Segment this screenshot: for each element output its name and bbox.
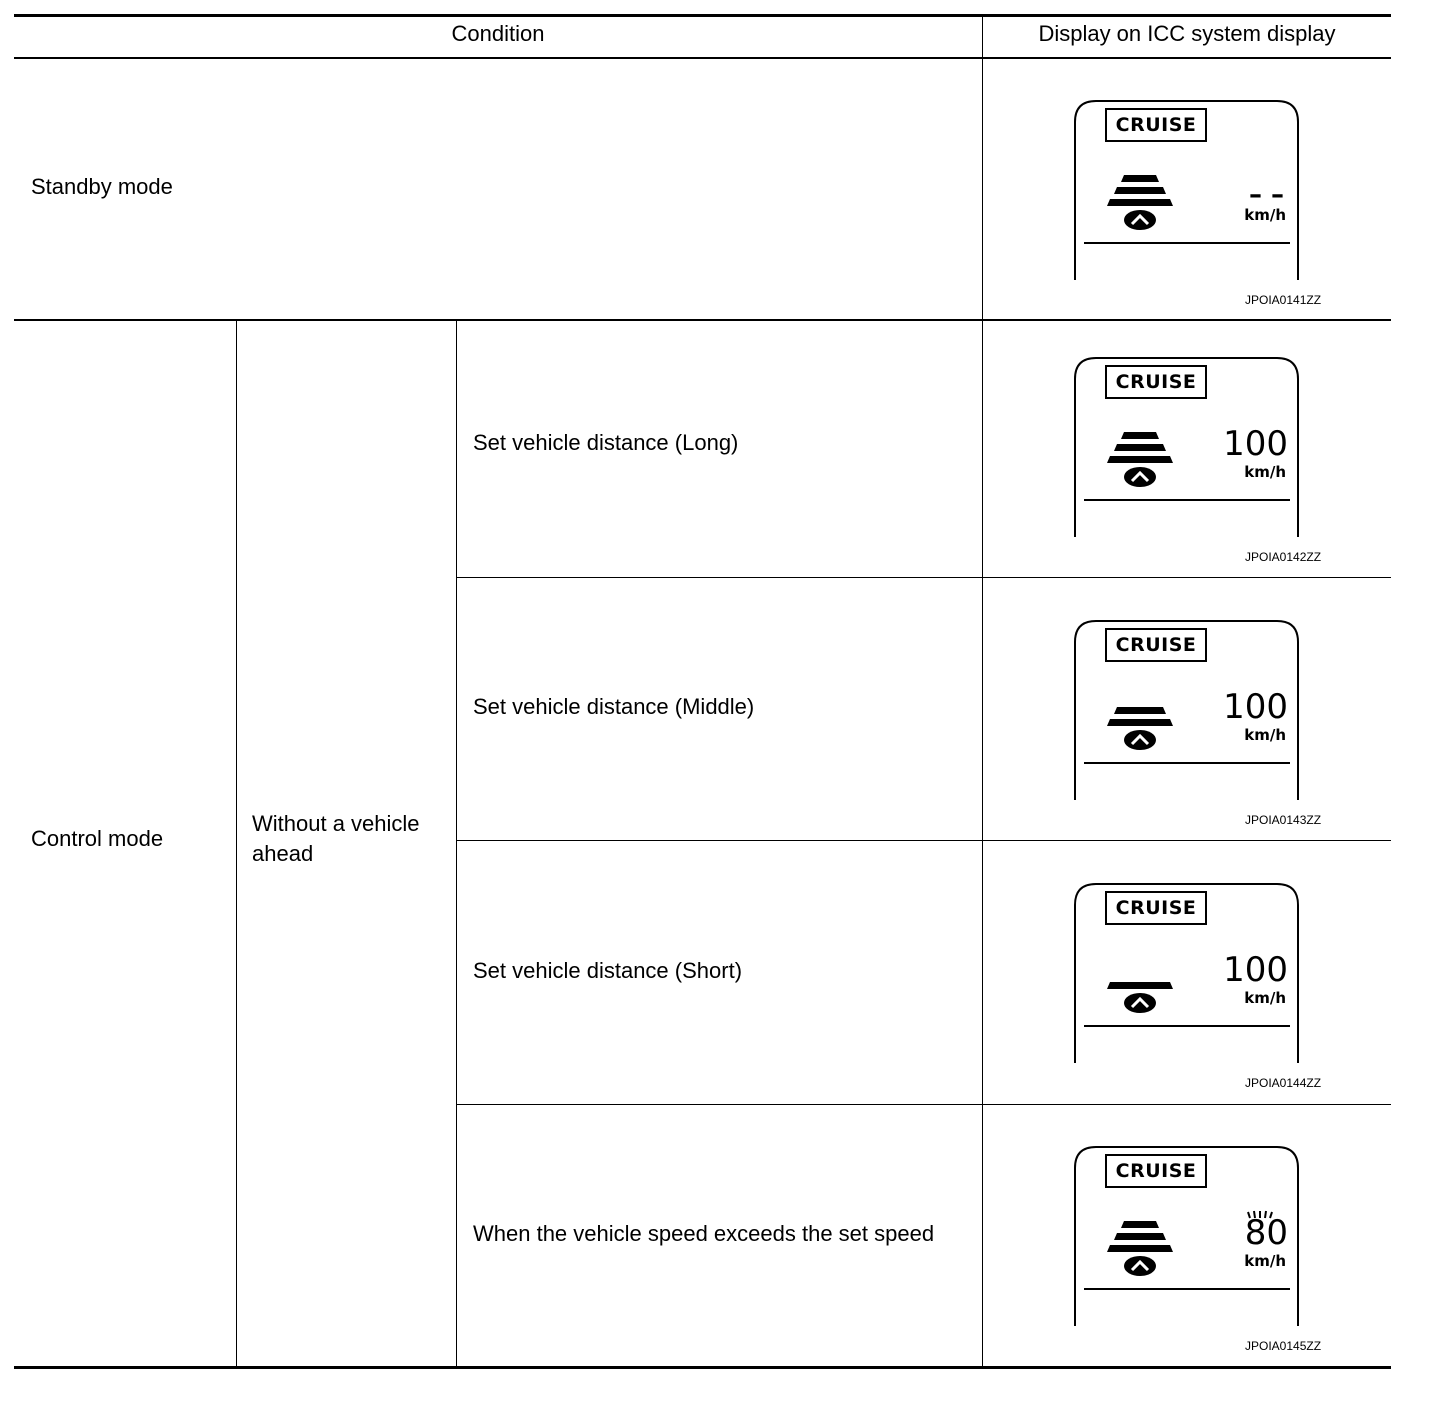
condition-exceeds: When the vehicle speed exceeds the set speed — [473, 1221, 935, 1246]
distance-bar — [1107, 719, 1173, 726]
cruise-indicator: CRUISE — [1105, 108, 1207, 142]
own-vehicle-icon — [1124, 1256, 1156, 1276]
condition-standby: Standby mode — [31, 174, 173, 199]
icc-display-figure — [1074, 620, 1340, 840]
figure-code: JPOIA0143ZZ — [1245, 813, 1322, 827]
header-display: Display on ICC system display — [1038, 21, 1336, 46]
condition-short: Set vehicle distance (Short) — [473, 958, 743, 983]
set-speed-readout: 100 — [1223, 424, 1288, 464]
set-speed-readout: 100 — [1223, 950, 1288, 990]
distance-bar — [1121, 175, 1159, 182]
header-condition: Condition — [451, 21, 545, 46]
speed-unit: km/h — [1244, 726, 1286, 744]
row-divider — [457, 840, 1391, 841]
distance-bar — [1114, 444, 1166, 451]
cruise-indicator: CRUISE — [1105, 365, 1207, 399]
icc-display-figure — [1074, 357, 1340, 577]
distance-bar — [1121, 1221, 1159, 1228]
column-divider — [982, 16, 983, 1367]
figure-code: JPOIA0144ZZ — [1245, 1076, 1322, 1090]
speed-unit: km/h — [1244, 206, 1286, 224]
row-divider — [457, 1104, 1391, 1105]
row-divider — [457, 577, 1391, 578]
own-vehicle-icon — [1124, 210, 1156, 230]
column-divider — [456, 320, 457, 1367]
set-speed-readout: – – — [1248, 180, 1284, 210]
distance-bar — [1114, 187, 1166, 194]
icc-display-figure — [1074, 1146, 1340, 1366]
speed-unit: km/h — [1244, 463, 1286, 481]
distance-bar — [1114, 1233, 1166, 1240]
distance-bar — [1107, 199, 1173, 206]
figure-code: JPOIA0145ZZ — [1245, 1339, 1322, 1353]
distance-bar — [1107, 456, 1173, 463]
cruise-indicator: CRUISE — [1105, 628, 1207, 662]
figure-code: JPOIA0142ZZ — [1245, 550, 1322, 564]
vehicle-condition: Without a vehicle ahead — [252, 811, 420, 866]
distance-bar — [1121, 432, 1159, 439]
own-vehicle-icon — [1124, 730, 1156, 750]
condition-middle: Set vehicle distance (Middle) — [473, 694, 755, 719]
table-top-border — [14, 14, 1391, 17]
distance-bar — [1107, 1245, 1173, 1252]
condition-long: Set vehicle distance (Long) — [473, 430, 739, 455]
distance-bar — [1107, 982, 1173, 989]
own-vehicle-icon — [1124, 993, 1156, 1013]
set-speed-readout: 80 — [1244, 1213, 1288, 1253]
own-vehicle-icon — [1124, 467, 1156, 487]
icc-display-figure — [1074, 100, 1340, 320]
column-divider — [236, 320, 237, 1367]
set-speed-readout: 100 — [1223, 687, 1288, 727]
table-bottom-border — [14, 1366, 1391, 1369]
mode-control: Control mode — [31, 826, 164, 851]
icc-display-figure — [1074, 883, 1340, 1103]
speed-unit: km/h — [1244, 1252, 1286, 1270]
figure-code: JPOIA0141ZZ — [1245, 293, 1322, 307]
cruise-indicator: CRUISE — [1105, 1154, 1207, 1188]
speed-unit: km/h — [1244, 989, 1286, 1007]
cruise-indicator: CRUISE — [1105, 891, 1207, 925]
header-divider — [14, 57, 1391, 59]
distance-bar — [1114, 707, 1166, 714]
